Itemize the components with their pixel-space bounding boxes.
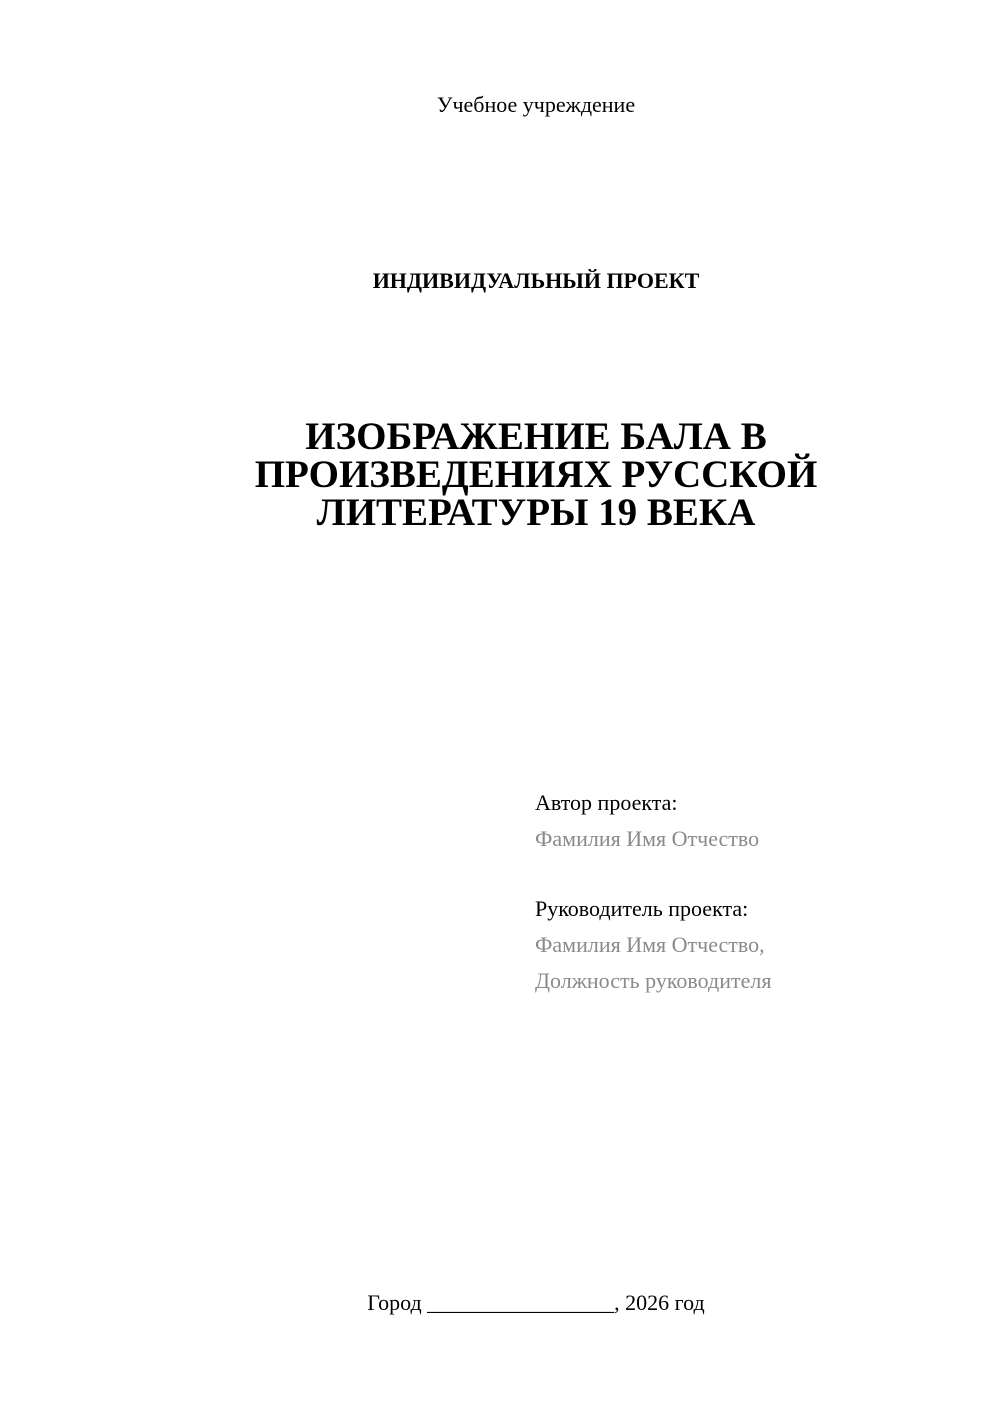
institution-name: Учебное учреждение xyxy=(436,92,636,117)
author-name: Фамилия Имя Отчество xyxy=(535,826,760,851)
author-block xyxy=(535,785,759,857)
project-title-line: ИЗОБРАЖЕНИЕ БАЛА В xyxy=(305,415,767,458)
project-title xyxy=(0,415,1000,534)
supervisor-name: Фамилия Имя Отчество, xyxy=(535,932,765,957)
project-type-heading: ИНДИВИДУАЛЬНЫЙ ПРОЕКТ xyxy=(372,268,700,293)
supervisor-block xyxy=(535,891,771,999)
city-year-footer: Город _________________, 2026 год xyxy=(367,1290,705,1315)
project-title-line: ПРОИЗВЕДЕНИЯХ РУССКОЙ xyxy=(254,453,818,496)
supervisor-label: Руководитель проекта: xyxy=(535,896,749,921)
author-label: Автор проекта: xyxy=(535,790,678,815)
project-title-line: ЛИТЕРАТУРЫ 19 ВЕКА xyxy=(316,491,756,534)
supervisor-position: Должность руководителя xyxy=(535,968,772,993)
